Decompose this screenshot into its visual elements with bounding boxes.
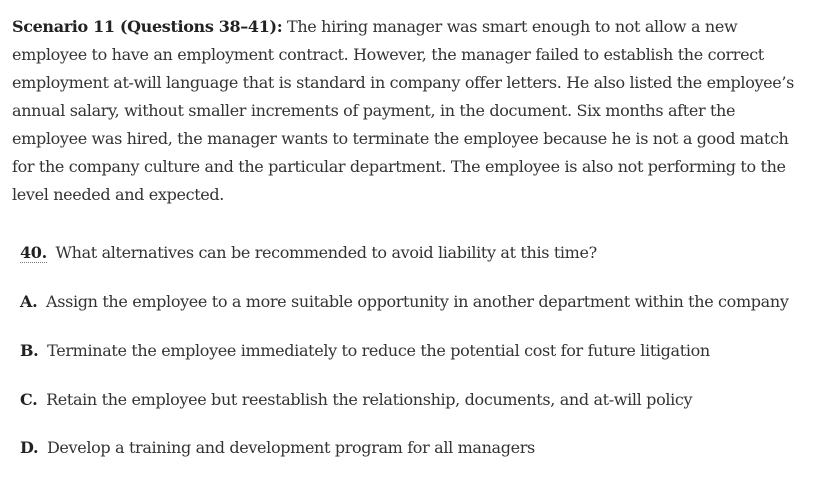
option-letter: C.	[20, 390, 38, 409]
question-text: What alternatives can be recommended to avoid liability at this time?	[55, 243, 597, 262]
scenario-text: The hiring manager was smart enough to not allow a new employee to have an employment contract. However, the manager failed to establish the correct employment at-will language that is standard in company offer letters. He also listed the employee’s annual salary, without smaller increments of payment, in the document. Six months after the employee was hired, the manager wants to terminate the employee because he is not a good match for the company culture and the particular department. The employee is also not performing to the level needed and expected.	[12, 17, 795, 204]
option-letter: D.	[20, 438, 39, 457]
option-text: Develop a training and development program for all managers	[46, 438, 535, 457]
answer-option-a[interactable]	[20, 289, 789, 315]
scenario-paragraph	[12, 13, 812, 209]
scenario-label: Scenario 11 (Questions 38–41):	[12, 17, 283, 36]
question-number: 40.	[20, 243, 47, 262]
answer-option-b[interactable]	[20, 338, 710, 364]
option-text: Terminate the employee immediately to reduce the potential cost for future litigation	[47, 341, 710, 360]
option-text: Assign the employee to a more suitable opportunity in another department within the company	[46, 292, 789, 311]
option-text: Retain the employee but reestablish the relationship, documents, and at-will policy	[46, 390, 693, 409]
option-letter: B.	[20, 341, 39, 360]
answer-option-d[interactable]	[20, 435, 535, 461]
question-prompt	[20, 240, 597, 266]
option-letter: A.	[20, 292, 38, 311]
answer-option-c[interactable]	[20, 387, 692, 413]
